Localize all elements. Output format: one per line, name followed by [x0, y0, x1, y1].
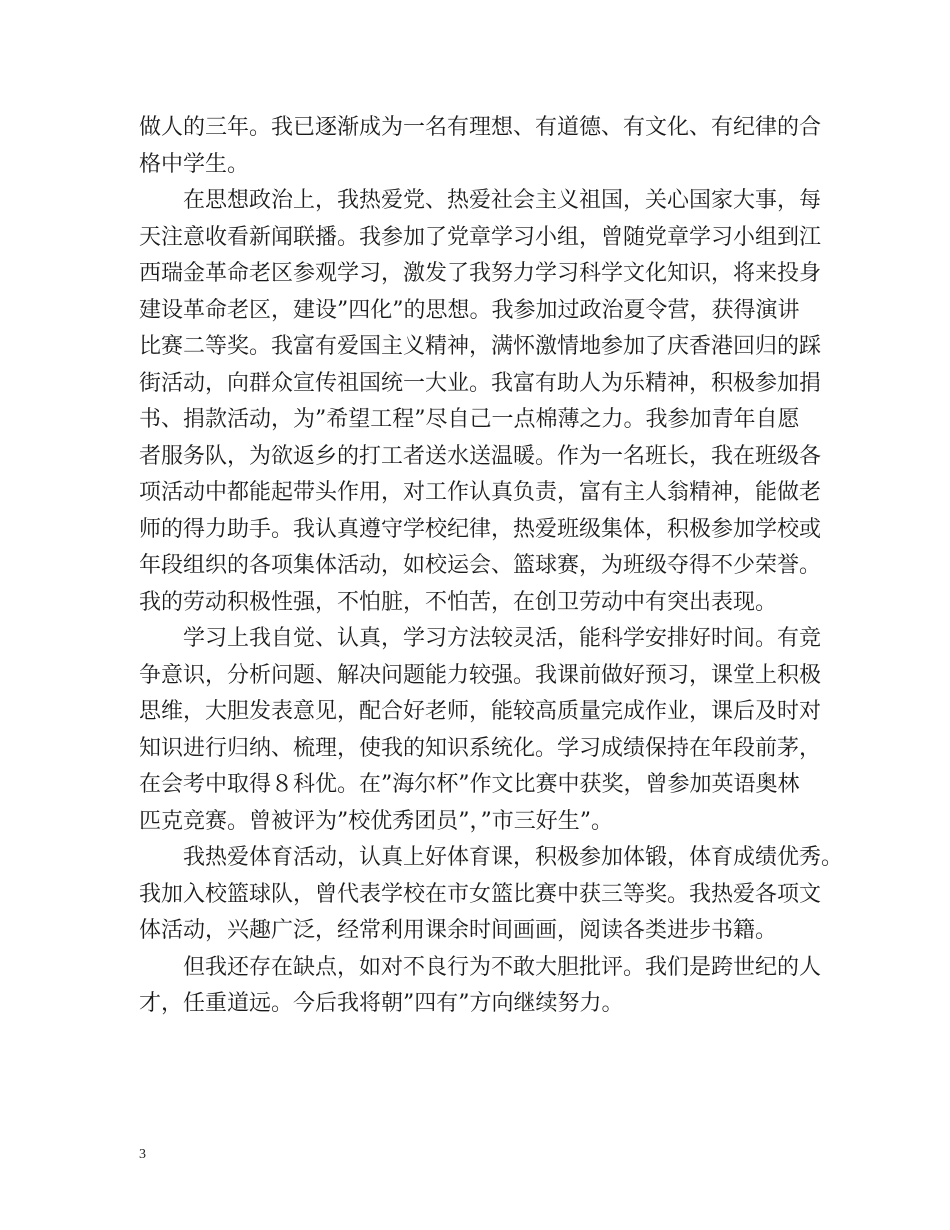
text-line: 比赛二等奖。我富有爱国主义精神，满怀激情地参加了庆香港回归的踩: [139, 334, 822, 359]
text-line: 天注意收看新闻联播。我参加了党章学习小组，曾随党章学习小组到江: [139, 224, 822, 250]
text-line: 我的劳动积极性强，不怕脏，不怕苦，在创卫劳动中有突出表现。: [139, 589, 778, 615]
text-line: 思维，大胆发表意见，配合好老师，能较高质量完成作业，课后及时对: [139, 699, 822, 724]
text-line: 匹克竞赛。曾被评为”校优秀团员”，”市三好生”。: [139, 808, 613, 834]
paragraph-start-line: 但我还存在缺点，如对不良行为不敢大胆批评。我们是跨世纪的人: [183, 954, 822, 980]
text-line: 才，任重道远。今后我将朝”四有”方向继续努力。: [139, 991, 624, 1016]
text-line: 格中学生。: [139, 151, 250, 177]
body-text: [139, 110, 844, 1023]
text-line: 在会考中取得８科优。在”海尔杯”作文比赛中获奖，曾参加英语奥林: [139, 772, 800, 797]
text-line: 争意识，分析问题、解决问题能力较强。我课前做好预习，课堂上积极: [139, 662, 822, 688]
text-line: 书、捐款活动，为”希望工程”尽自己一点棉薄之力。我参加青年自愿: [139, 407, 800, 432]
text-line: 建设革命老区，建设”四化”的思想。我参加过政治夏令营，获得演讲: [139, 297, 800, 323]
text-line: 年段组织的各项集体活动，如校运会、篮球赛，为班级夺得不少荣誉。: [139, 553, 822, 578]
page-number: 3: [139, 1147, 146, 1162]
text-line: 体活动，兴趣广泛，经常利用课余时间画画，阅读各类进步书籍。: [139, 918, 778, 943]
text-line: 街活动，向群众宣传祖国统一大业。我富有助人为乐精神，积极参加捐: [139, 370, 822, 396]
paragraph-start-line: 我热爱体育活动，认真上好体育课，积极参加体锻，体育成绩优秀。: [183, 845, 844, 870]
text-line: 者服务队，为欲返乡的打工者送水送温暖。作为一名班长，我在班级各: [139, 443, 822, 469]
text-line: 项活动中都能起带头作用，对工作认真负责，富有主人翁精神，能做老: [139, 480, 822, 505]
text-line: 做人的三年。我已逐渐成为一名有理想、有道德、有文化、有纪律的合: [139, 115, 822, 140]
text-line: 西瑞金革命老区参观学习，激发了我努力学习科学文化知识，将来投身: [139, 261, 822, 286]
text-line: 知识进行归纳、梳理，使我的知识系统化。学习成绩保持在年段前茅，: [139, 735, 822, 761]
text-line: 我加入校篮球队，曾代表学校在市女篮比赛中获三等奖。我热爱各项文: [139, 881, 822, 907]
paragraph-start-line: 学习上我自觉、认真，学习方法较灵活，能科学安排好时间。有竞: [183, 626, 822, 651]
text-line: 师的得力助手。我认真遵守学校纪律，热爱班级集体，积极参加学校或: [139, 516, 822, 542]
paragraph-start-line: 在思想政治上，我热爱党、热爱社会主义祖国，关心国家大事，每: [183, 188, 822, 213]
